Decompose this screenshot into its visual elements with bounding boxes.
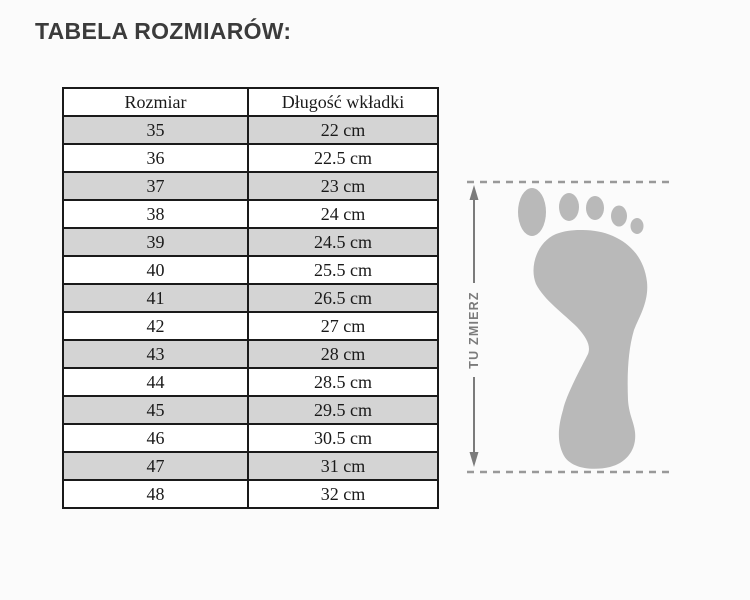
- size-cell: 41: [63, 284, 248, 312]
- size-cell: 39: [63, 228, 248, 256]
- insole-length-cell: 23 cm: [248, 172, 438, 200]
- table-row: [63, 144, 438, 172]
- insole-length-cell: 24.5 cm: [248, 228, 438, 256]
- insole-length-cell: 24 cm: [248, 200, 438, 228]
- insole-length-cell: 26.5 cm: [248, 284, 438, 312]
- size-table-body: [63, 116, 438, 508]
- insole-length-cell: 22.5 cm: [248, 144, 438, 172]
- table-row: [63, 340, 438, 368]
- insole-length-cell: 28.5 cm: [248, 368, 438, 396]
- insole-length-cell: 29.5 cm: [248, 396, 438, 424]
- insole-length-cell: 32 cm: [248, 480, 438, 508]
- table-row: [63, 284, 438, 312]
- insole-length-cell: 27 cm: [248, 312, 438, 340]
- size-cell: 43: [63, 340, 248, 368]
- size-cell: 45: [63, 396, 248, 424]
- table-row: [63, 312, 438, 340]
- insole-length-cell: 30.5 cm: [248, 424, 438, 452]
- measure-arrow: [467, 185, 481, 467]
- size-cell: 46: [63, 424, 248, 452]
- foot-measure-diagram: [460, 170, 680, 480]
- size-cell: 44: [63, 368, 248, 396]
- table-row: [63, 116, 438, 144]
- table-row: [63, 452, 438, 480]
- table-row: [63, 256, 438, 284]
- size-cell: 42: [63, 312, 248, 340]
- footprint-icon: [518, 188, 647, 469]
- table-row: [63, 200, 438, 228]
- insole-length-cell: 31 cm: [248, 452, 438, 480]
- size-cell: 48: [63, 480, 248, 508]
- table-row: [63, 396, 438, 424]
- table-row: [63, 480, 438, 508]
- measure-label: TU ZMIERZ: [467, 291, 481, 369]
- insole-length-cell: 22 cm: [248, 116, 438, 144]
- size-column-header: Rozmiar: [63, 88, 248, 116]
- size-cell: 38: [63, 200, 248, 228]
- size-cell: 47: [63, 452, 248, 480]
- table-row: [63, 424, 438, 452]
- arrow-down-head-icon: [470, 452, 479, 467]
- arrow-up-head-icon: [470, 185, 479, 200]
- table-row: [63, 172, 438, 200]
- size-table: [62, 87, 439, 509]
- table-row: [63, 368, 438, 396]
- size-cell: 36: [63, 144, 248, 172]
- table-row: [63, 228, 438, 256]
- insole-length-cell: 28 cm: [248, 340, 438, 368]
- insole-length-column-header: Długość wkładki: [248, 88, 438, 116]
- table-header-row: [63, 88, 438, 116]
- page-title: TABELA ROZMIARÓW:: [35, 18, 292, 44]
- insole-length-cell: 25.5 cm: [248, 256, 438, 284]
- size-cell: 40: [63, 256, 248, 284]
- size-cell: 35: [63, 116, 248, 144]
- size-cell: 37: [63, 172, 248, 200]
